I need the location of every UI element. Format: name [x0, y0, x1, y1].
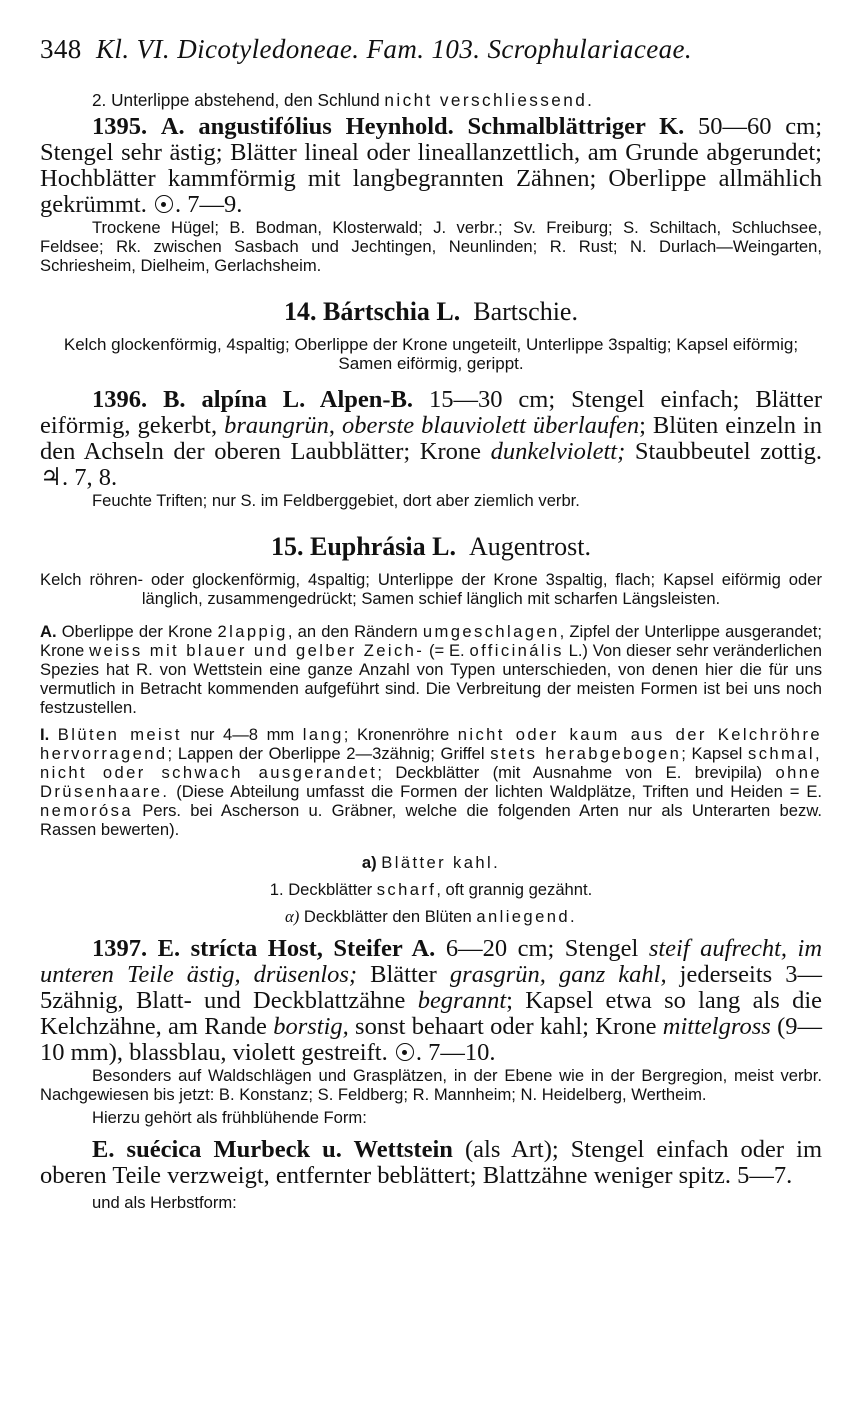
group-text-spaced: lang	[302, 725, 344, 744]
group-text-spaced: umgeschlagen	[422, 622, 560, 641]
form-suecica	[40, 1137, 822, 1189]
key-item-2-text: 2. Unterlippe abstehend, den Schlund	[92, 90, 385, 110]
species-1396	[40, 387, 822, 491]
group-label: A.	[40, 622, 57, 641]
species-description-italic: dunkelviolett;	[490, 438, 626, 465]
key-text: Deckblätter den Blüten	[299, 907, 477, 926]
group-text: Oberlippe der Krone	[56, 622, 218, 641]
group-text: , an den Rändern	[287, 622, 423, 641]
species-description-italic: oberste blauviolett überlaufen	[342, 412, 640, 439]
key-a	[40, 853, 822, 872]
annual-symbol-icon	[155, 195, 173, 213]
species-1397	[40, 936, 822, 1066]
group-text-spaced: nicht oder kaum aus der Kelchröhre hervorragend	[40, 725, 822, 763]
running-header	[40, 34, 822, 65]
species-description-italic: braungrün	[224, 412, 329, 439]
species-description: sonst behaart oder kahl; Krone	[348, 1013, 663, 1040]
genus-name: Bártschia L.	[323, 297, 461, 326]
group-text: ; Lappen der Oberlippe 2—3zähnig; Griffel	[167, 744, 491, 763]
species-description-italic: borstig,	[273, 1013, 349, 1040]
key-label: α)	[285, 907, 300, 926]
genus-15-description: Kelch röhren- oder glockenförmig, 4spaltig; Unterlippe der Krone 3spaltig, flach; Kapsel eiförmig oder länglich, zusammengedrückt; Samen schief länglich mit scharfen Längsleisten.	[40, 570, 822, 608]
group-text-spaced: Blüten meist	[57, 725, 182, 744]
key-1	[40, 880, 822, 899]
key-item-2-spaced: nicht verschliessend.	[384, 90, 595, 110]
species-number: 1396.	[92, 386, 148, 413]
species-1395	[40, 114, 822, 218]
group-text: nur 4—8 mm	[181, 725, 303, 744]
genus-common-name: Bartschie.	[473, 297, 578, 326]
species-description: ,	[328, 412, 343, 439]
species-description-italic: grasgrün, ganz kahl,	[449, 961, 667, 988]
genus-common-name: Augentrost.	[468, 532, 591, 561]
key-text: Blätter kahl.	[381, 853, 501, 872]
autumn-form-note: und als Herbstform:	[92, 1193, 237, 1212]
species-description: Blätter	[357, 961, 450, 988]
group-label: I.	[40, 725, 50, 744]
species-description: 50—60 cm; Stengel sehr ästig; Blätter lineal oder lineallanzettlich, am Grunde abgerundet; Hochblätter kammförmig mit langbegrannten Zähnen; Oberlippe allmählich gekrümmt.	[40, 113, 822, 218]
species-1395-habitat: Trockene Hügel; B. Bodman, Klosterwald; J. verbr.; Sv. Freiburg; S. Schiltach, Schluchsee, Feldsee; Rk. zwischen Sasbach und Jechtingen, Neunlinden; R. Rust; N. Durlach—Weingarten, Schriesheim, Dielheim, Gerlachsheim.	[40, 218, 822, 275]
genus-number: 15.	[271, 532, 304, 561]
group-a	[40, 622, 822, 717]
group-text-spaced: nemorósa	[40, 801, 133, 820]
annual-symbol-icon	[396, 1043, 414, 1061]
key-alpha	[40, 907, 822, 926]
early-form-note: Hierzu gehört als frühblühende Form:	[92, 1108, 367, 1127]
key-text: 1. Deckblätter	[269, 880, 377, 899]
running-title: Kl. VI. Dicotyledoneae. Fam. 103. Scrophulariaceae.	[96, 34, 693, 64]
group-text: ; Deckblätter (mit Ausnahme von E. brevipila)	[377, 763, 776, 782]
species-number: 1397.	[92, 935, 148, 962]
genus-14-description: Kelch glockenförmig, 4spaltig; Oberlippe der Krone ungeteilt, Unterlippe 3spaltig; Kapsel eiförmig; Samen eiförmig, gerippt.	[63, 335, 799, 373]
species-description: Staubbeutel zottig. ♃. 7, 8.	[40, 438, 822, 491]
group-text-spaced: schmal, nicht oder schwach ausgerandet	[40, 744, 822, 782]
species-description: 15—30 cm; Stengel einfach; Blätter eiförmig, gekerbt,	[40, 386, 823, 439]
group-text-spaced: 2lappig	[217, 622, 288, 641]
key-text-spaced: scharf	[376, 880, 437, 899]
species-1396-habitat: Feuchte Triften; nur S. im Feldberggebiet, dort aber ziemlich verbr.	[92, 491, 580, 510]
group-text-spaced: ohne Drüsenhaare.	[40, 763, 823, 801]
key-text-spaced: anliegend.	[476, 907, 577, 926]
group-text: L.) Von dieser sehr veränderlichen Spezies hat R. von Wettstein eine ganze Anzahl von Typen unterschieden, von denen hier die für uns vermutlich in Betracht kommenden aufgeführt sind. Die Verbreitung der meisten Formen ist bei uns noch festzustellen.	[40, 641, 822, 717]
species-number: 1395.	[92, 113, 148, 140]
group-i	[40, 725, 822, 839]
group-text-spaced: stets herabgebogen	[490, 744, 682, 763]
key-item-2	[40, 91, 822, 110]
species-1397-habitat: Besonders auf Waldschlägen und Grasplätzen, in der Ebene wie in der Bergregion, meist verbr. Nachgewiesen bis jetzt: B. Konstanz; S. Feldberg; R. Mannheim; N. Heidelberg, Wertheim.	[40, 1066, 822, 1104]
group-text: , Zipfel der Unterlippe ausgerandet; Krone	[40, 622, 822, 660]
species-description: ; Kapsel etwa so lang als die Kelchzähne, am Rande	[40, 987, 822, 1040]
genus-14-heading	[40, 297, 822, 327]
flowering-time: . 7—9.	[174, 191, 243, 218]
group-text: (Diese Abteilung umfasst die Formen der lichten Waldplätze, Triften und Heiden = E.	[169, 782, 822, 801]
species-description-italic: steif aufrecht, im unteren Teile ästig, drüsenlos;	[40, 935, 823, 988]
group-text: ; Kapsel	[681, 744, 749, 763]
species-description-italic: begrannt	[417, 987, 507, 1014]
species-description-italic: mittelgross	[662, 1013, 771, 1040]
form-name: E. suécica Murbeck u. Wettstein	[92, 1136, 453, 1163]
flowering-time: . 7—10.	[415, 1039, 496, 1066]
group-text: (= E.	[424, 641, 470, 660]
species-description: ; Blüten einzeln in den Achseln der oberen Laubblätter; Krone	[40, 412, 822, 465]
genus-number: 14.	[284, 297, 317, 326]
species-name: A. angustifólius Heynhold. Schmalblättriger K.	[160, 113, 685, 140]
species-description: (9—10 mm), blassblau, violett gestreift.	[40, 1013, 822, 1066]
species-description: jederseits 3—5zähnig, Blatt- und Deckblattzähne	[40, 961, 823, 1014]
group-text: Pers. bei Ascherson u. Gräbner, welche die folgenden Arten nur als Unterarten bezw. Rassen bewerten).	[40, 801, 822, 839]
genus-name: Euphrásia L.	[310, 532, 456, 561]
genus-15-heading	[40, 532, 822, 562]
page	[40, 34, 822, 1212]
key-label: a)	[361, 853, 377, 872]
group-text-spaced: weiss mit blauer und gelber Zeich-	[89, 641, 425, 660]
species-name: E. strícta Host, Steifer A.	[157, 935, 436, 962]
species-name: B. alpína L. Alpen-B.	[163, 386, 414, 413]
species-description: 6—20 cm; Stengel	[435, 935, 649, 962]
form-description: (als Art); Stengel einfach oder im oberen Teile verzweigt, entfernter beblättert; Blattzähne weniger spitz. 5—7.	[40, 1136, 822, 1189]
page-number: 348	[40, 34, 82, 64]
group-text: ; Kronenröhre	[343, 725, 458, 744]
key-text: , oft grannig gezähnt.	[436, 880, 593, 899]
group-text-spaced: officinális	[469, 641, 564, 660]
